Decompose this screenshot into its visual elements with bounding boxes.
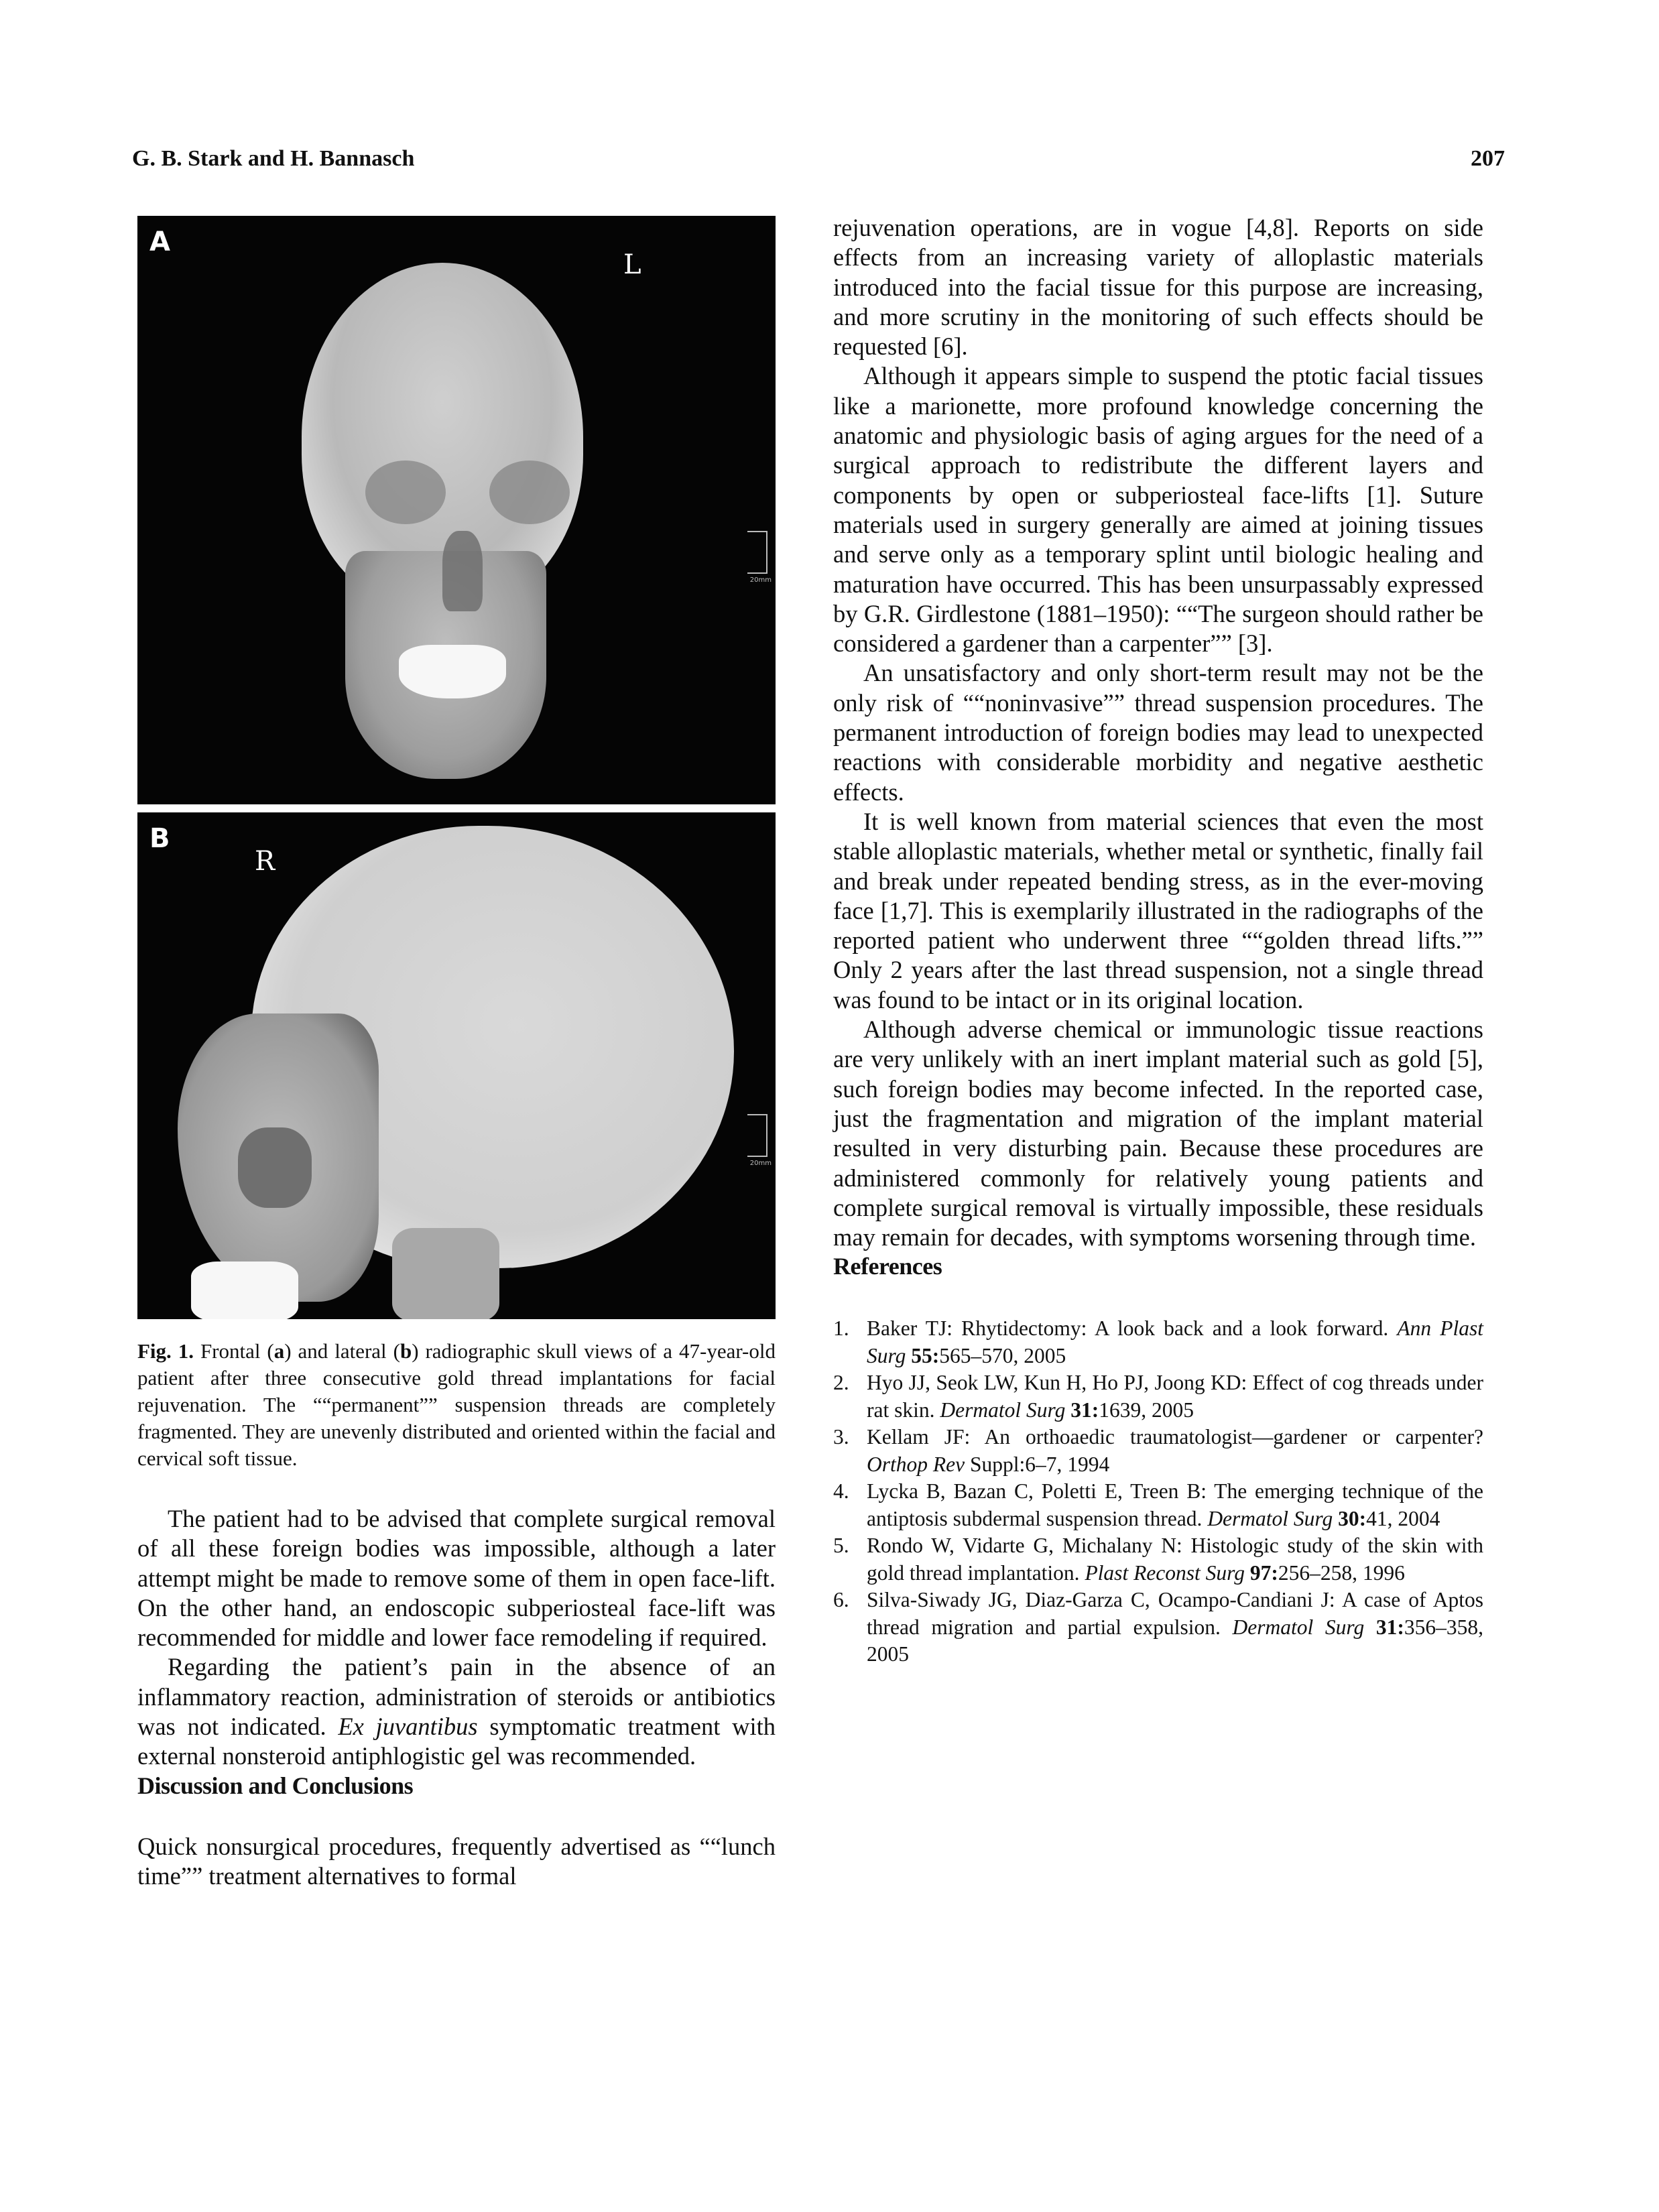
cervical-spine — [392, 1228, 499, 1319]
paragraph: Quick nonsurgical procedures, frequently advertised as ““lunch time”” treatment alternatives to formal — [137, 1832, 776, 1890]
reference-number: 2. — [833, 1371, 849, 1395]
reference-item — [833, 1315, 1483, 1369]
reference-item — [833, 1587, 1483, 1668]
reference-number: 4. — [833, 1479, 849, 1503]
orbit-lateral — [238, 1127, 312, 1208]
paragraph-text: symptomatic treatment with external nonsteroid antiphlogistic gel was recommended. — [137, 1713, 776, 1770]
reference-text: Lycka B, Bazan C, Poletti E, Treen B: The emerging technique of the antiptosis subdermal suspension thread. — [867, 1479, 1483, 1530]
right-column — [833, 213, 1483, 1668]
radiograph-panel-a — [137, 216, 776, 804]
scale-label-b: 20mm — [749, 1160, 772, 1167]
reference-volume: 30: — [1338, 1506, 1367, 1530]
reference-journal: Ann Plast Surg — [867, 1316, 1483, 1367]
reference-pages: 41, 2004 — [1366, 1506, 1440, 1530]
reference-text: Kellam JF: An orthoaedic traumatologist—gardener or carpenter? — [867, 1425, 1483, 1449]
panel-label-b: B — [149, 823, 170, 854]
paragraph: rejuvenation operations, are in vogue [4,8]. Reports on side effects from an increasing variety of alloplastic materials introduced into the facial tissue for this purpose are increasing, and more scrutiny in the monitoring of such effects should be requested [6]. — [833, 214, 1483, 361]
right-orbit — [489, 460, 570, 524]
reference-number: 3. — [833, 1425, 849, 1449]
section-heading-discussion: Discussion and Conclusions — [137, 1772, 414, 1799]
side-marker-right: R — [255, 846, 275, 877]
reference-item — [833, 1478, 1483, 1532]
case-report-body — [137, 1504, 776, 1772]
paragraph-text: Regarding the patient’s pain in the absence of an inflammatory reaction, administration of steroids or antibiotics was not indicated. — [137, 1653, 776, 1741]
scale-bar-icon — [747, 531, 767, 574]
paragraph: Although adverse chemical or immunologic tissue reactions are very unlikely with an inert implant material such as gold [5], such foreign bodies may become infected. In the reported case, just the fragmentation and migration of the implant material resulted in very disturbing pain. Because these procedures are administered commonly for relatively young patients and complete surgical removal is virtually impossible, these residuals may remain for decades, with symptoms worsening through time. — [833, 1016, 1483, 1251]
panel-label-a: A — [149, 227, 170, 257]
latin-phrase: Ex juvantibus — [338, 1713, 478, 1741]
scale-label-a: 20mm — [749, 576, 772, 584]
reference-volume: 31: — [1375, 1615, 1404, 1639]
reference-volume: 55: — [911, 1343, 940, 1367]
running-head — [132, 146, 1505, 180]
reference-journal: Dermatol Surg — [940, 1398, 1066, 1422]
paragraph — [137, 1652, 776, 1771]
side-marker-left: L — [623, 249, 641, 280]
reference-item — [833, 1369, 1483, 1424]
reference-item — [833, 1424, 1483, 1478]
reference-pages: Suppl:6–7, 1994 — [969, 1452, 1110, 1476]
reference-text: Hyo JJ, Seok LW, Kun H, Ho PJ, Joong KD: Effect of cog threads under rat skin. — [867, 1371, 1483, 1422]
figure-caption — [137, 1338, 776, 1472]
reference-text: Rondo W, Vidarte G, Michalany N: Histologic study of the skin with gold thread implantation. — [867, 1534, 1483, 1585]
reference-item — [833, 1532, 1483, 1587]
nasal-cavity — [442, 531, 483, 611]
scale-bar-icon — [747, 1114, 767, 1157]
radiograph-panel-b — [137, 812, 776, 1319]
discussion-continued — [833, 213, 1483, 1252]
dental-work-lateral — [191, 1262, 298, 1319]
reference-number: 5. — [833, 1534, 849, 1558]
reference-list — [833, 1315, 1483, 1668]
reference-pages: 565–570, 2005 — [939, 1343, 1066, 1367]
reference-text: Baker TJ: Rhytidectomy: A look back and a look forward. — [867, 1316, 1398, 1341]
dental-work-frontal — [399, 645, 506, 698]
left-orbit — [365, 460, 446, 524]
reference-pages: 1639, 2005 — [1099, 1398, 1194, 1422]
running-head-authors: G. B. Stark and H. Bannasch — [132, 146, 415, 171]
paragraph: An unsatisfactory and only short-term result may not be the only risk of ““noninvasive”” thread suspension procedures. The permanent introduction of foreign bodies may lead to unexpected reactions with considerable morbidity and negative aesthetic effects. — [833, 659, 1483, 806]
reference-number: 1. — [833, 1316, 849, 1341]
caption-panel-ref-a: a — [273, 1339, 285, 1363]
paragraph: Although it appears simple to suspend the ptotic facial tissues like a marionette, more profound knowledge concerning the anatomic and physiologic basis of aging argues for the need of a surgical approach to redistribute the different layers and components by open or subperiosteal face-lifts [1]. Suture materials used in surgery generally are aimed at joining tissues and serve only as a temporary splint until biologic healing and maturation have occurred. This has been unsurpassably expressed by G.R. Girdlestone (1881–1950): ““The surgeon should rather be considered a gardener than a carpenter”” [3]. — [833, 362, 1483, 658]
page-number: 207 — [1471, 146, 1505, 171]
caption-label: Fig. 1. — [137, 1339, 194, 1363]
reference-journal: Plast Reconst Surg — [1085, 1560, 1245, 1585]
discussion-body — [137, 1832, 776, 1892]
caption-text: ) radiographic skull views of a 47-year-old patient after three consecutive gold thread implantations for facial rejuvenation. The ““permanent”” suspension threads are completely fragmented. They are unevenly distributed and oriented within the facial and cervical soft tissue. — [137, 1339, 776, 1470]
left-column — [137, 216, 776, 1891]
caption-panel-ref-b: b — [400, 1339, 412, 1363]
paragraph: It is well known from material sciences that even the most stable alloplastic materials, whether metal or synthetic, finally fail and break under repeated bending stress, as in the ever-moving face [1,7]. This is exemplarily illustrated in the radiographs of the reported patient who underwent three ““golden thread lifts.”” Only 2 years after the last thread suspension, not a single thread was found to be intact or in its original location. — [833, 807, 1483, 1013]
caption-text: ) and lateral ( — [284, 1339, 400, 1363]
reference-pages: 256–258, 1996 — [1278, 1560, 1405, 1585]
reference-journal: Dermatol Surg — [1207, 1506, 1333, 1530]
figure-1 — [137, 216, 776, 1472]
reference-number: 6. — [833, 1588, 849, 1612]
caption-text: Frontal ( — [194, 1339, 274, 1363]
reference-journal: Orthop Rev — [867, 1452, 965, 1476]
paragraph: The patient had to be advised that complete surgical removal of all these foreign bodies was impossible, although a later attempt might be made to remove some of them in open face-lift. On the other hand, an endoscopic subperiosteal face-lift was recommended for middle and lower face remodeling if required. — [137, 1505, 776, 1652]
reference-text: Silva-Siwady JG, Diaz-Garza C, Ocampo-Candiani J: A case of Aptos thread migration and partial expulsion. — [867, 1588, 1483, 1639]
reference-volume: 31: — [1070, 1398, 1099, 1422]
section-heading-references: References — [833, 1253, 942, 1280]
reference-pages: 356–358, 2005 — [867, 1615, 1483, 1666]
reference-volume: 97: — [1249, 1560, 1278, 1585]
reference-journal: Dermatol Surg — [1232, 1615, 1365, 1639]
